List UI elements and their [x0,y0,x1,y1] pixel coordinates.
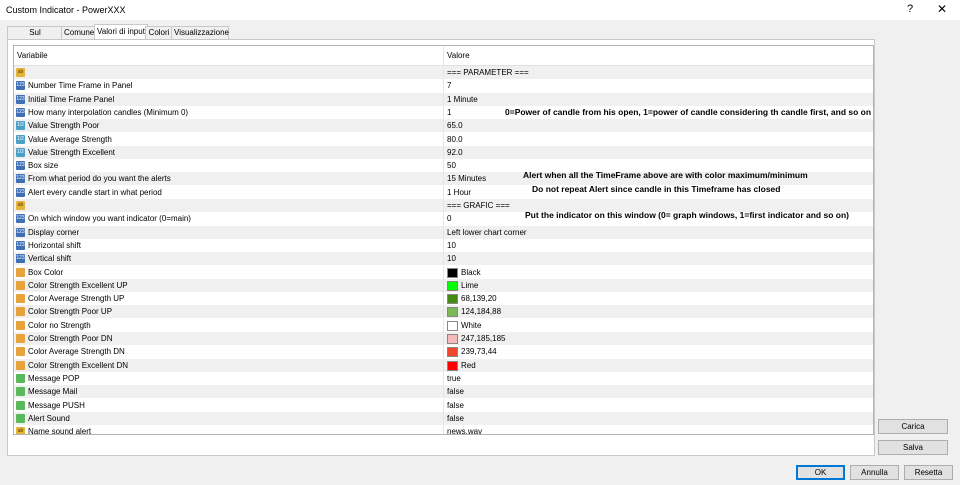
column-header-value[interactable]: Valore [447,51,470,60]
bool-type-icon [16,387,25,396]
int-type-icon: 123 [16,255,25,262]
parameter-value[interactable]: === PARAMETER === [447,68,529,77]
parameter-value[interactable]: 92.0 [447,147,463,157]
cell-divider [443,186,444,199]
parameter-row[interactable] [14,425,873,435]
int-type-icon: 123 [16,95,25,102]
parameter-name: Color Strength Excellent UP [28,280,128,290]
color-swatch[interactable] [447,268,458,278]
parameter-name: Message PUSH [28,400,85,410]
parameter-row[interactable] [14,226,873,240]
clr-type-icon [16,294,25,303]
cell-divider [443,345,444,358]
load-button[interactable]: Carica [878,419,948,434]
parameter-name: Value Average Strength [28,134,112,144]
parameter-value[interactable]: Red [461,360,476,370]
cell-divider [443,239,444,252]
clr-type-icon [16,347,25,356]
parameter-row[interactable] [14,345,873,359]
parameter-row[interactable] [14,412,873,426]
cell-divider [443,372,444,385]
str-type-icon: ab [17,428,24,435]
cell-divider [443,425,444,435]
cell-divider [443,159,444,172]
parameter-value[interactable]: 124,184,88 [461,307,502,317]
color-swatch[interactable] [447,294,458,304]
str-type-icon: ab [17,69,24,75]
parameter-row[interactable] [14,79,873,93]
note-candle: 0=Power of candle from his open, 1=power of candle considering th candle first, and so on [505,107,872,117]
input-values-panel [7,39,875,456]
cell-divider [443,305,444,318]
int-type-icon: 123 [16,215,25,222]
parameter-name: Value Strength Poor [28,121,100,131]
parameter-name: Color Strength Poor DN [28,334,113,343]
clr-type-icon [16,307,25,316]
parameter-name: On which window you want indicator (0=main) [28,214,191,224]
parameter-name: Color Strength Poor UP [28,307,113,317]
parameters-grid [13,45,874,435]
parameter-name: Message POP [28,373,80,383]
cell-divider [443,359,444,372]
dbl-type-icon: 1/2 [17,135,24,142]
title-bar [0,0,960,20]
parameter-name: Alert every candle start in what period [28,187,162,197]
parameter-value[interactable]: news.wav [447,427,483,435]
cell-divider [443,399,444,412]
cell-divider [443,292,444,305]
parameter-value[interactable]: 1 Minute [447,94,478,104]
cell-divider [443,66,444,79]
reset-button[interactable]: Resetta [904,465,953,480]
parameter-row[interactable] [14,133,873,147]
cell-divider [443,133,444,146]
int-type-icon: 123 [16,82,25,89]
save-button[interactable]: Salva [878,440,948,455]
parameter-row[interactable] [14,332,873,346]
cell-divider [443,385,444,398]
parameter-name: Number Time Frame in Panel [28,81,133,91]
color-swatch[interactable] [447,361,458,371]
parameter-value[interactable]: 1 Hour [447,187,472,197]
parameter-name: Initial Time Frame Panel [28,94,115,104]
parameter-name: Alert Sound [28,413,70,423]
parameter-name: From what period do you want the alerts [28,174,171,184]
parameter-row[interactable] [14,279,873,293]
parameter-value[interactable]: 65.0 [447,121,463,131]
note-alert: Alert when all the TimeFrame above are with color maximum/minimum [523,170,808,180]
parameter-name: Box Color [28,267,64,277]
cell-divider [443,212,444,225]
parameter-name: Color no Strength [28,320,91,330]
parameter-name: Horizontal shift [28,240,81,250]
parameter-value[interactable]: Lime [461,280,479,290]
cell-divider [443,226,444,239]
parameter-name: Color Strength Excellent DN [28,360,129,370]
tab-visualizzazione[interactable]: Visualizzazione [171,26,229,39]
parameter-name: Display corner [28,227,80,237]
column-header-variable[interactable]: Variabile [17,51,48,60]
parameter-row[interactable] [14,305,873,319]
parameter-name: Name sound alert [28,427,92,435]
parameter-row[interactable] [14,319,873,333]
column-divider[interactable] [443,46,444,65]
parameter-value[interactable]: 247,185,185 [461,334,506,343]
parameter-value[interactable]: 239,73,44 [461,347,497,357]
int-type-icon: 123 [16,175,25,182]
cell-divider [443,79,444,92]
cell-divider [443,332,444,345]
parameter-name: Value Strength Excellent [28,147,116,157]
parameter-row[interactable] [14,252,873,266]
window-title: Custom Indicator - PowerXXX [6,5,126,15]
cancel-button[interactable]: Annulla [850,465,899,480]
parameter-value[interactable]: false [447,387,464,397]
parameter-row[interactable] [14,399,873,413]
parameter-value[interactable]: 68,139,20 [461,294,497,304]
parameter-value[interactable]: true [447,373,461,383]
parameter-row[interactable] [14,385,873,399]
parameter-row[interactable] [14,359,873,373]
parameter-row[interactable] [14,266,873,280]
clr-type-icon [16,361,25,370]
parameter-value[interactable]: === GRAFIC === [447,201,510,210]
parameter-name: Message Mail [28,387,78,397]
parameter-value[interactable]: Black [461,267,481,277]
parameter-row[interactable] [14,146,873,160]
close-button[interactable]: ✕ [937,2,948,16]
color-swatch[interactable] [447,307,458,317]
cell-divider [443,93,444,106]
parameter-value[interactable]: false [447,400,464,410]
cell-divider [443,119,444,132]
parameter-value[interactable]: 1 [447,107,452,117]
bool-type-icon [16,374,25,383]
parameter-name: How many interpolation candles (Minimum 0) [28,107,189,117]
note-repeat: Do not repeat Alert since candle in this Timeframe has closed [532,184,781,194]
clr-type-icon [16,281,25,290]
int-type-icon: 123 [16,188,25,195]
cell-divider [443,319,444,332]
clr-type-icon [16,321,25,330]
cell-divider [443,412,444,425]
tab-valori-di-input[interactable]: Valori di input [94,24,148,40]
parameter-value[interactable]: 50 [447,161,456,171]
parameter-row[interactable] [14,239,873,253]
color-swatch[interactable] [447,347,458,357]
help-button[interactable]: ? [907,3,914,15]
parameter-value[interactable]: false [447,413,464,423]
color-swatch[interactable] [447,334,458,344]
parameter-name: Color Average Strength DN [28,347,125,357]
parameter-value[interactable]: 10 [447,254,456,264]
cell-divider [443,266,444,279]
color-swatch[interactable] [447,281,458,291]
int-type-icon: 123 [16,162,25,169]
tab-sul-programma[interactable]: Sul [7,26,63,39]
ok-button[interactable]: OK [796,465,845,480]
parameter-row[interactable] [14,119,873,133]
parameter-name: Box size [28,161,59,171]
parameter-name: Color Average Strength UP [28,294,125,304]
parameter-value[interactable]: 10 [447,240,456,250]
parameter-value[interactable]: Left lower chart corner [447,227,527,237]
tab-colori[interactable]: Colori [145,26,173,39]
cell-divider [443,172,444,185]
dbl-type-icon: 1/2 [17,122,24,129]
parameter-name: Vertical shift [28,254,72,264]
parameter-row[interactable] [14,372,873,386]
dbl-type-icon: 1/2 [17,148,24,155]
parameter-row[interactable] [14,292,873,306]
int-type-icon: 123 [16,241,25,248]
str-type-icon: ab [17,202,24,208]
cell-divider [443,106,444,119]
parameter-value[interactable]: 80.0 [447,134,463,144]
cell-divider [443,146,444,159]
int-type-icon: 123 [16,228,25,235]
note-window: Put the indicator on this window (0= graph windows, 1=first indicator and so on) [525,210,849,220]
parameter-row[interactable] [14,66,873,80]
clr-type-icon [16,334,25,343]
bool-type-icon [16,401,25,410]
parameter-value[interactable]: 15 Minutes [447,174,487,184]
clr-type-icon [16,268,25,277]
grid-header [14,46,873,66]
cell-divider [443,279,444,292]
parameter-value[interactable]: 0 [447,214,452,224]
cell-divider [443,199,444,212]
parameter-value[interactable]: 7 [447,81,452,91]
bool-type-icon [16,414,25,423]
tab-comune[interactable]: Comune [61,26,97,39]
cell-divider [443,252,444,265]
int-type-icon: 123 [16,108,25,115]
color-swatch[interactable] [447,321,458,331]
parameter-row[interactable] [14,93,873,107]
parameter-value[interactable]: White [461,320,482,330]
